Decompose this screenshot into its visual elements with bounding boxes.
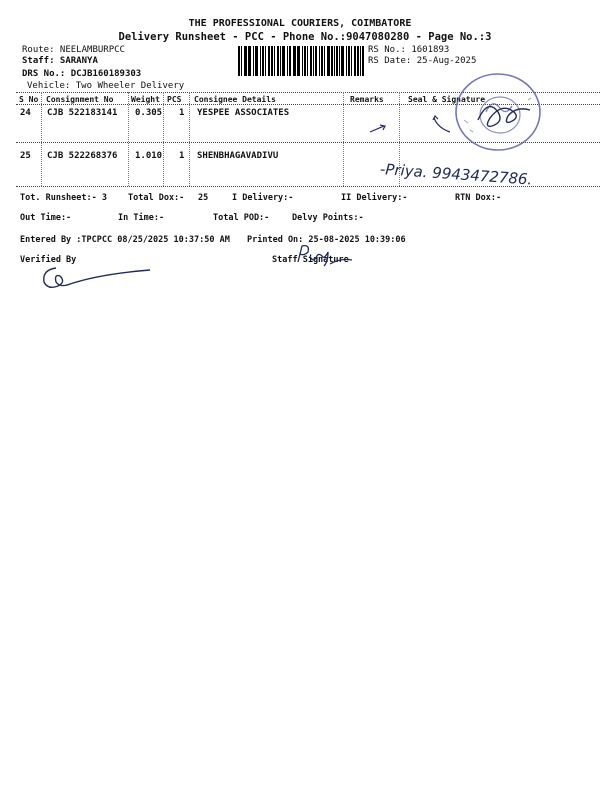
col-header-seal: Seal & Signature xyxy=(408,95,486,104)
col-header-consignment: Consignment No xyxy=(46,95,114,104)
vehicle-label: Vehicle: Two Wheeler Delivery xyxy=(27,81,185,91)
col-divider xyxy=(128,92,129,186)
verified-by-label: Verified By xyxy=(20,255,77,265)
handwritten-receiver-note: -Priya. 9943472786. xyxy=(379,160,533,189)
remarks-tick-mark xyxy=(368,122,390,136)
seal-arrow-mark xyxy=(430,112,456,136)
printed-on: Printed On: 25-08-2025 10:39:06 xyxy=(247,235,406,245)
row-sno: 25 xyxy=(20,151,31,161)
col-divider xyxy=(41,92,42,186)
total-dox-label: Total Dox:- xyxy=(128,193,185,203)
total-dox-value: 25 xyxy=(198,193,209,203)
runsheet-subtitle: Delivery Runsheet - PCC - Phone No.:9047080280 - Page No.:3 xyxy=(118,31,492,43)
row-consignment: CJB 522268376 xyxy=(47,151,118,161)
col-header-weight: Weight xyxy=(131,95,160,104)
row-sno: 24 xyxy=(20,108,31,118)
total-pod: Total POD:- xyxy=(213,213,270,223)
row-consignment: CJB 522183141 xyxy=(47,108,118,118)
rs-date: RS Date: 25-Aug-2025 xyxy=(368,56,477,66)
col-divider xyxy=(163,92,164,186)
row-weight: 0.305 xyxy=(135,108,163,118)
col-header-remarks: Remarks xyxy=(350,95,384,104)
out-time: Out Time:- xyxy=(20,213,72,223)
verifier-signature xyxy=(38,262,178,292)
barcode xyxy=(238,46,364,76)
row-weight: 1.010 xyxy=(135,151,163,161)
staff-signature xyxy=(290,242,360,270)
company-title: THE PROFESSIONAL COURIERS, COIMBATORE xyxy=(188,18,412,29)
ii-delivery: II Delivery:- xyxy=(341,193,408,203)
row-pcs: 1 xyxy=(179,151,185,161)
col-divider xyxy=(189,92,190,186)
col-divider xyxy=(343,92,344,186)
delvy-points: Delvy Points:- xyxy=(292,213,364,223)
staff-signature-label: Staff Signature xyxy=(272,255,349,265)
receiver-signature-1 xyxy=(472,92,542,134)
staff-label: Staff: SARANYA xyxy=(22,56,98,66)
col-header-consignee: Consignee Details xyxy=(194,95,276,104)
row-pcs: 1 xyxy=(179,108,185,118)
i-delivery: I Delivery:- xyxy=(232,193,294,203)
drs-number: DRS No.: DCJB160189303 xyxy=(22,69,142,79)
rs-number: RS No.: 1601893 xyxy=(368,45,450,55)
entered-by: Entered By :TPCPCC 08/25/2025 10:37:50 AM xyxy=(20,235,230,245)
rtn-dox: RTN Dox:- xyxy=(455,193,502,203)
in-time: In Time:- xyxy=(118,213,165,223)
col-header-pcs: PCS xyxy=(167,95,182,104)
tot-runsheet: Tot. Runsheet:- 3 xyxy=(20,193,107,203)
col-header-sno: S No xyxy=(19,95,39,104)
row-consignee: YESPEE ASSOCIATES xyxy=(197,108,290,118)
route-label: Route: NEELAMBURPCC xyxy=(22,45,125,55)
row-consignee: SHENBHAGAVADIVU xyxy=(197,151,279,161)
